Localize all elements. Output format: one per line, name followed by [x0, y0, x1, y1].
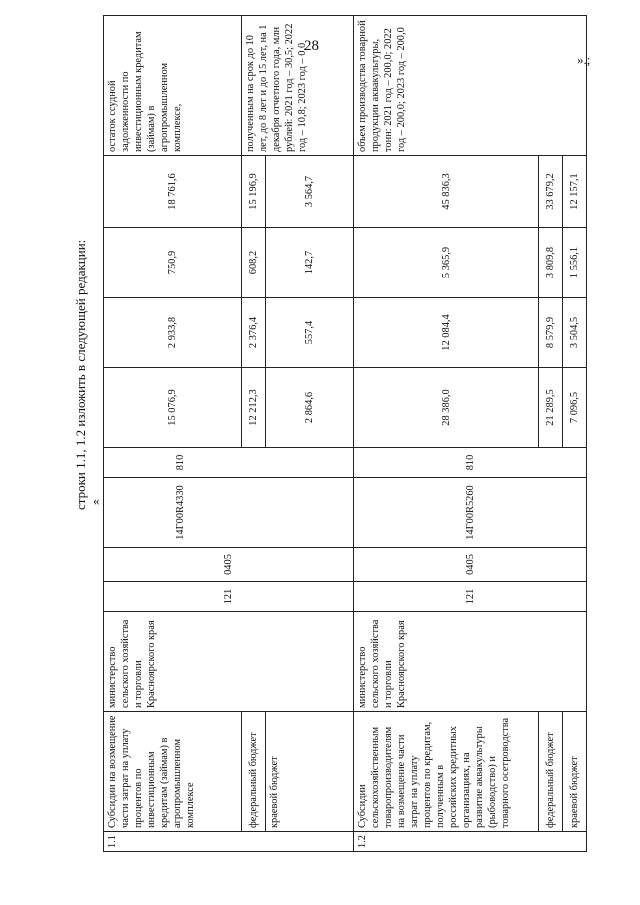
open-quote: « [93, 493, 100, 508]
fed-2022: 2 376,4 [242, 298, 266, 368]
result-indicator-detail: полученным на срок до 10 лет, до 8 лет и до 15 лет, на 1 декабря отчетного года, млн рублей: 2021 год – 30,5; 2022 год – 10,8; 2023 год – 0,0 [242, 16, 354, 156]
total-2022: 12 084,4 [354, 298, 539, 368]
fed-2021: 12 212,3 [242, 368, 266, 448]
row-number: 1.1 [104, 832, 354, 852]
measure-name: Субсидии на возмещение части затрат на уплату процентов по инвестиционным кредитам (займам) в агропромышленном комплексе [104, 712, 242, 832]
table-row [354, 16, 539, 852]
total-sum: 18 761,6 [104, 156, 242, 228]
table-row [242, 16, 266, 852]
reg-2021: 7 096,5 [563, 368, 587, 448]
reg-2023: 142,7 [266, 228, 354, 298]
total-2021: 15 076,9 [104, 368, 242, 448]
result-indicator: остаток ссудной задолженности по инвестиционным кредитам (займам) в агропромышленном комплексе, [104, 16, 242, 156]
executor [104, 612, 354, 712]
intro-text: строки 1.1, 1.2 изложить в следующей редакции: [73, 239, 88, 510]
code-csr: 14Г00R5260 [354, 478, 587, 548]
fed-2022: 8 579,9 [539, 298, 563, 368]
program-table [103, 15, 587, 852]
total-sum: 45 836,3 [354, 156, 539, 228]
reg-2022: 3 504,5 [563, 298, 587, 368]
code-grbs: 121 [104, 582, 354, 612]
total-2023: 750,9 [104, 228, 242, 298]
budget-label: краевой бюджет [266, 712, 354, 832]
measure-name: Субсидии сельскохозяйственным товаропроизводителям на возмещение части затрат на уплату процентов по кредитам, полученным в российских кредитных организациях, на развитие аквакультуры (рыбоводство) и товарного осетроводства [354, 712, 539, 832]
page-number: 28 [304, 38, 319, 54]
budget-label: федеральный бюджет [242, 712, 266, 832]
code-rzpr: 0405 [104, 548, 354, 582]
reg-2023: 1 556,1 [563, 228, 587, 298]
fed-2023: 608,2 [242, 228, 266, 298]
code-rzpr: 0405 [354, 548, 587, 582]
total-2023: 5 365,9 [354, 228, 539, 298]
fed-2023: 3 809,8 [539, 228, 563, 298]
budget-label: краевой бюджет [563, 712, 587, 832]
executor: министерство сельского хозяйства и торговли Красноярского края [354, 612, 587, 712]
close-quote: ».; [577, 52, 591, 67]
fed-sum: 33 679,2 [539, 156, 563, 228]
reg-sum: 3 564,7 [266, 156, 354, 228]
reg-sum: 12 157,1 [563, 156, 587, 228]
reg-2021: 2 864,6 [266, 368, 354, 448]
code-grbs: 121 [354, 582, 587, 612]
result-indicator: объем производства товарной продукции аквакультуры, тонн: 2021 год – 200,0; 2022 год – 200,0; 2023 год – 200,0 [354, 16, 587, 156]
code-csr: 14Г00R4330 [104, 478, 354, 548]
table-row [104, 16, 242, 852]
executor-name: министерство сельского хозяйства и торговли Красноярского края [107, 619, 157, 708]
total-2022: 2 933,8 [104, 298, 242, 368]
program-table-rotated [103, 16, 593, 852]
code-vr: 810 [354, 448, 587, 478]
total-2021: 28 386,0 [354, 368, 539, 448]
fed-sum: 15 196,9 [242, 156, 266, 228]
reg-2022: 557,4 [266, 298, 354, 368]
fed-2021: 21 289,5 [539, 368, 563, 448]
code-vr: 810 [104, 448, 354, 478]
budget-label: федеральный бюджет [539, 712, 563, 832]
row-number: 1.2 [354, 832, 587, 852]
